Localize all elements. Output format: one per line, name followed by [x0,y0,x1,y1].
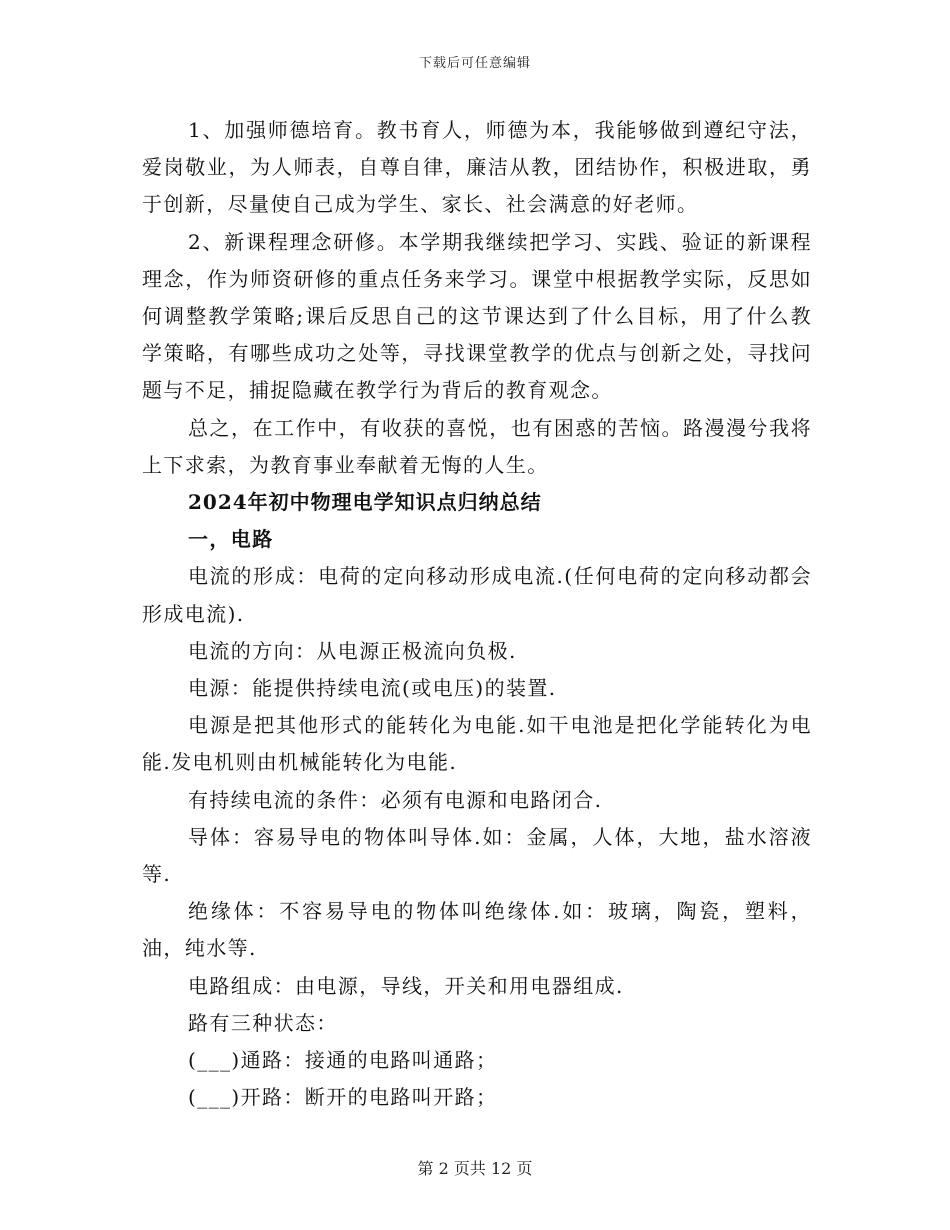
paragraph-power-source: 电源：能提供持续电流(或电压)的装置. [188,676,557,701]
paragraph-conductor: 导体：容易导电的物体叫导体.如：金属，人体，大地，盐水溶液等. [142,824,812,887]
section-heading: 一，电路 [188,527,274,552]
paragraph-teacher-ethics: 1、加强师德培育。教书育人，师德为本，我能够做到遵纪守法，爱岗敬业，为人师表，自尊自律，廉洁从教，团结协作，积极进取，勇于创新，尽量使自己成为学生、家长、社会满意的好老师。 [142,118,812,217]
paragraph-current-formation: 电流的形成：电荷的定向移动形成电流.(任何电荷的定向移动都会形成电流). [142,564,812,626]
paragraph-energy-conversion: 电源是把其他形式的能转化为电能.如干电池是把化学能转化为电能.发电机则由机械能转化为电能. [142,713,812,775]
paragraph-conclusion: 总之，在工作中，有收获的喜悦，也有困惑的苦恼。路漫漫兮我将上下求索，为教育事业奉献着无悔的人生。 [142,415,812,477]
paragraph-curriculum-study: 2、新课程理念研修。本学期我继续把学习、实践、验证的新课程理念，作为师资研修的重点任务来学习。课堂中根据教学实际，反思如何调整教学策略;课后反思自己的这节课达到了什么目标，用了什么教学策略，有哪些成功之处等，寻找课堂教学的优点与创新之处，寻找问题与不足，捕捉隐藏在教学行为背后的教育观念。 [142,229,812,403]
page-footer: 第 2 页共 12 页 [417,1159,533,1178]
page-header: 下载后可任意编辑 [418,56,531,71]
paragraph-current-direction: 电流的方向：从电源正极流向负极. [188,638,517,663]
document-title: 2024年初中物理电学知识点归纳总结 [188,490,542,515]
paragraph-open-circuit: (___)开路：断开的电路叫开路； [188,1085,498,1110]
paragraph-insulator: 绝缘体：不容易导电的物体叫绝缘体.如：玻璃，陶瓷，塑料，油，纯水等. [142,899,812,961]
paragraph-circuit-composition: 电路组成：由电源，导线，开关和用电器组成. [188,973,624,998]
paragraph-closed-circuit: (___)通路：接通的电路叫通路； [188,1048,498,1073]
paragraph-continuous-current: 有持续电流的条件：必须有电源和电路闭合. [188,787,603,812]
paragraph-circuit-states: 路有三种状态： [188,1010,338,1035]
document-body [142,112,812,1116]
